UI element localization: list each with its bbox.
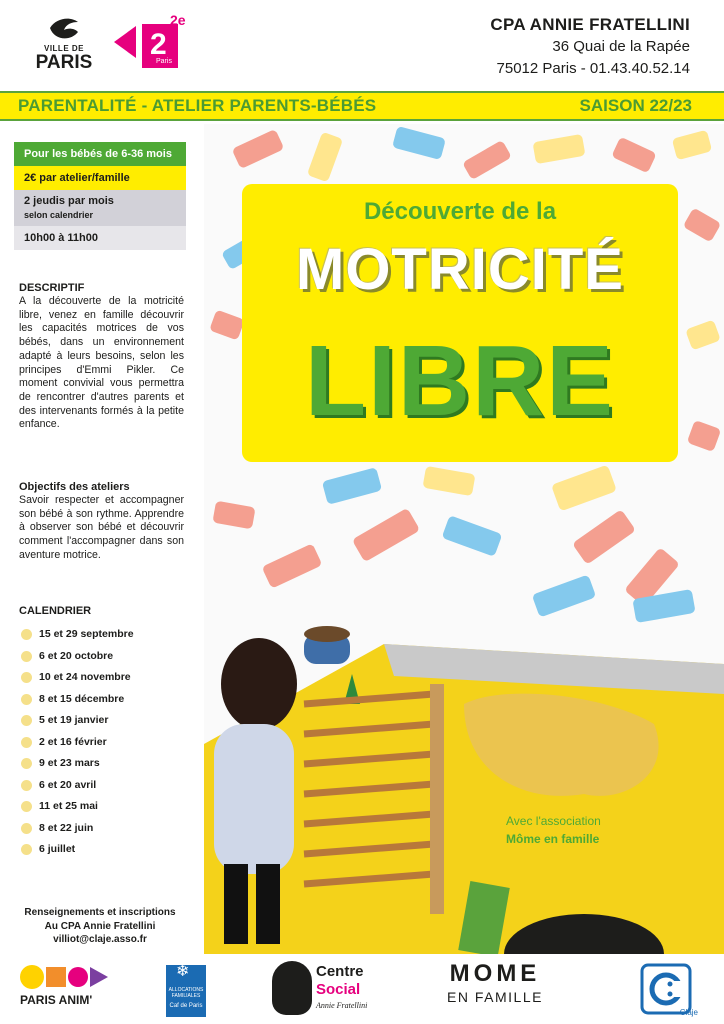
address-line-2: 75012 Paris - 01.43.40.52.14 <box>496 60 690 77</box>
mome-en-famille-logo <box>440 959 550 1017</box>
play-mat-scene <box>204 624 724 954</box>
claje-text: Claje <box>679 1008 698 1017</box>
bullet-dot-icon <box>21 801 32 812</box>
caf-line-1: ALLOCATIONS FAMILIALES <box>168 987 204 999</box>
ville-de-paris-logo <box>30 14 98 78</box>
calendar-item <box>19 753 184 775</box>
calendar-date: 10 et 24 novembre <box>39 671 131 683</box>
bullet-dot-icon <box>21 780 32 791</box>
age-range: Pour les bébés de 6-36 mois <box>14 142 186 166</box>
season-label: SAISON 22/23 <box>579 96 692 115</box>
calendar-date: 6 juillet <box>39 843 76 855</box>
partner-logos <box>0 955 724 1024</box>
logo-paris-text: PARIS <box>35 52 93 73</box>
calendar-item <box>19 646 184 668</box>
calendar-date: 2 et 16 février <box>39 735 107 748</box>
contact-email[interactable]: villiot@claje.asso.fr <box>53 934 147 945</box>
paris-anim-logo <box>20 963 112 1015</box>
calendar-date: 5 et 19 janvier <box>39 714 109 726</box>
calendar-item <box>19 818 184 840</box>
header <box>0 0 724 90</box>
objectifs-title: Objectifs des ateliers <box>19 481 130 493</box>
calendar-item <box>19 796 184 818</box>
contact-block <box>10 906 190 947</box>
calendar-item <box>19 839 184 861</box>
calendar-date: 15 et 29 septembre <box>39 628 134 640</box>
arrondissement-sub-text: Paris <box>156 58 172 65</box>
centre-social-text-2: Social <box>316 981 361 998</box>
centre-social-text-3: Annie Fratellini <box>316 1001 368 1010</box>
calendar-date: 11 et 25 mai <box>39 800 98 812</box>
bullet-dot-icon <box>21 629 32 640</box>
paris-ship-icon <box>46 14 82 44</box>
arrondissement-logo <box>112 12 186 76</box>
calendar-list <box>19 624 184 861</box>
title-line-3: LIBRE <box>305 325 615 437</box>
title-line-2: MOTRICITÉ <box>296 237 624 302</box>
logo-ville-de-text: VILLE DE <box>43 44 84 53</box>
objectifs-body: Savoir respecter et accompagner son bébé à son rythme. Apprendre à observer son bébé et découvrir comment l'accompagner dans son aventure motrice. <box>19 494 184 561</box>
contact-line-1: Renseignements et inscriptions <box>24 907 176 918</box>
objectifs-section <box>19 481 184 563</box>
paris-anim-text: PARIS ANIM' <box>20 993 93 1007</box>
calendar-date: 8 et 15 décembre <box>39 692 125 705</box>
calendar-item <box>19 732 184 754</box>
title-card <box>242 184 678 462</box>
calendar-title: CALENDRIER <box>19 605 92 617</box>
program-band <box>0 91 724 121</box>
contact-line-2: Au CPA Annie Fratellini <box>44 920 156 932</box>
snowflake-icon: ❄ <box>176 963 190 980</box>
descriptif-section <box>19 282 184 432</box>
frequency-sub-text: selon calendrier <box>24 210 94 220</box>
portrait-icon <box>272 961 312 1015</box>
bullet-dot-icon <box>21 672 32 683</box>
bullet-dot-icon <box>21 823 32 834</box>
bullet-dot-icon <box>21 758 32 769</box>
en-famille-text: EN FAMILLE <box>447 989 543 1005</box>
practical-info <box>14 142 186 250</box>
descriptif-body: A la découverte de la motricité libre, venez en famille découvrir les capacités motrices de vos bébés, dans un environnement adapté à leurs besoins, selon les principes d'Emmi Pikler. Ce moment convivial vous permettra de rencontrer d'autres parents et des intervenants formés à la petite enfance. <box>19 295 184 431</box>
program-title: PARENTALITÉ - ATELIER PARENTS-BÉBÉS <box>18 96 377 115</box>
bullet-dot-icon <box>21 737 32 748</box>
address-line-1: 36 Quai de la Rapée <box>552 38 690 55</box>
calendar-item <box>19 624 184 646</box>
session-time: 10h00 à 11h00 <box>14 226 186 250</box>
calendar-item <box>19 689 184 711</box>
frequency <box>14 190 186 226</box>
bullet-dot-icon <box>21 694 32 705</box>
calendar-item <box>19 710 184 732</box>
calendar-item <box>19 775 184 797</box>
mome-logo-text: MOME <box>449 960 541 987</box>
bullet-dot-icon <box>21 844 32 855</box>
centre-social-text-1: Centre <box>316 963 364 980</box>
descriptif-title: DESCRIPTIF <box>19 282 85 294</box>
title-line-1: Découverte de la <box>363 198 557 225</box>
price: 2€ par atelier/famille <box>14 166 186 190</box>
caf-line-2: Caf de Paris <box>169 1003 203 1009</box>
bullet-dot-icon <box>21 651 32 662</box>
calendar-section <box>19 605 184 861</box>
association-block <box>506 812 601 848</box>
calendar-item <box>19 667 184 689</box>
organisation-block <box>490 14 690 80</box>
calendar-date: 9 et 23 mars <box>39 757 100 769</box>
svg-text:2: 2 <box>150 28 167 61</box>
centre-social-logo <box>272 959 380 1019</box>
caf-logo <box>166 965 206 1017</box>
bullet-dot-icon <box>21 715 32 726</box>
paris-anim-shapes-icon <box>20 963 112 991</box>
calendar-date: 6 et 20 octobre <box>39 649 114 662</box>
calendar-date: 6 et 20 avril <box>39 778 97 791</box>
organisation-name: CPA ANNIE FRATELLINI <box>490 15 690 34</box>
claje-logo <box>640 963 698 1017</box>
arrondissement-text: 2e <box>170 12 186 28</box>
association-name: Môme en famille <box>506 832 600 846</box>
frequency-text: 2 jeudis par mois <box>24 195 114 207</box>
calendar-date: 8 et 22 juin <box>39 821 94 834</box>
association-intro: Avec l'association <box>506 814 601 828</box>
